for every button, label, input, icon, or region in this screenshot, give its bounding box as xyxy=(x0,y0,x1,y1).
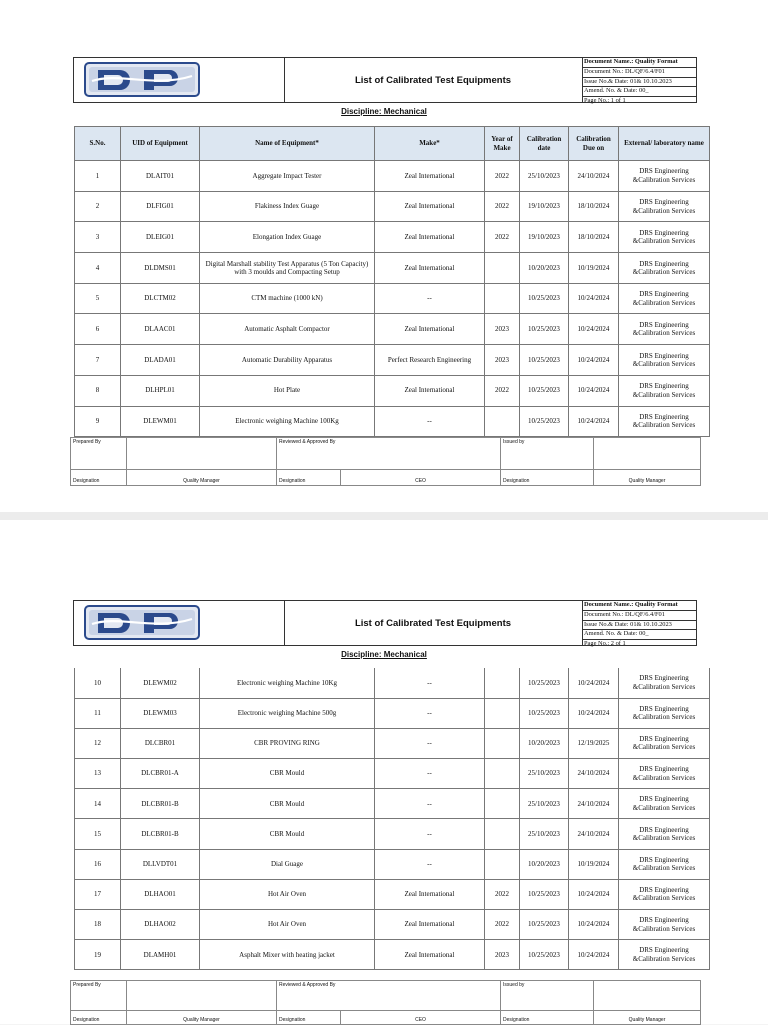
make-cell: Zeal International xyxy=(375,191,485,222)
uid-cell: DLAMH01 xyxy=(121,940,200,970)
make-cell: -- xyxy=(375,728,485,758)
table-row xyxy=(75,759,710,789)
year-cell xyxy=(485,406,520,437)
calibration-date-cell: 25/10/2023 xyxy=(520,161,569,192)
prepared-by-label: Prepared By xyxy=(71,981,127,1011)
discipline-label: Discipline: Mechanical xyxy=(341,107,427,116)
document-header xyxy=(73,57,697,103)
column-header: Name of Equipment* xyxy=(200,127,375,161)
make-cell: -- xyxy=(375,759,485,789)
designation-value: Quality Manager xyxy=(594,1011,701,1025)
column-header: Calibration date xyxy=(520,127,569,161)
serial-number-cell: 9 xyxy=(75,406,121,437)
designation-value: CEO xyxy=(341,1011,501,1025)
logo-cell xyxy=(74,601,285,645)
calibration-date-cell: 25/10/2023 xyxy=(520,759,569,789)
make-cell: -- xyxy=(375,789,485,819)
table-row xyxy=(75,879,710,909)
equipment-name-cell: Dial Guage xyxy=(200,849,375,879)
document-info xyxy=(582,58,696,105)
equipment-name-cell: Hot Air Oven xyxy=(200,910,375,940)
year-cell xyxy=(485,668,520,698)
uid-cell: DLLVDT01 xyxy=(121,849,200,879)
table-row xyxy=(75,940,710,970)
table-row xyxy=(75,910,710,940)
year-cell: 2022 xyxy=(485,222,520,253)
lab-name-cell: DRS Engineering &Calibration Services xyxy=(619,759,710,789)
year-cell xyxy=(485,849,520,879)
uid-cell: DLCTM02 xyxy=(121,283,200,314)
logo-cell xyxy=(74,58,285,102)
make-cell: -- xyxy=(375,819,485,849)
equipment-name-cell: CBR Mould xyxy=(200,819,375,849)
company-logo xyxy=(84,62,200,97)
designation-row xyxy=(71,1011,701,1025)
lab-name-cell: DRS Engineering &Calibration Services xyxy=(619,879,710,909)
due-date-cell: 10/19/2024 xyxy=(569,849,619,879)
serial-number-cell: 13 xyxy=(75,759,121,789)
table-row xyxy=(75,191,710,222)
designation-label: Designation xyxy=(501,1011,594,1025)
uid-cell: DLDMS01 xyxy=(121,253,200,284)
due-date-cell: 18/10/2024 xyxy=(569,222,619,253)
due-date-cell: 10/24/2024 xyxy=(569,406,619,437)
calibration-date-cell: 10/25/2023 xyxy=(520,375,569,406)
calibration-date-cell: 10/25/2023 xyxy=(520,668,569,698)
table-row xyxy=(75,728,710,758)
document-name: Document Name.: Quality Format xyxy=(582,601,696,611)
uid-cell: DLEWM02 xyxy=(121,668,200,698)
table-row xyxy=(75,161,710,192)
uid-cell: DLHAO02 xyxy=(121,910,200,940)
serial-number-cell: 19 xyxy=(75,940,121,970)
year-cell xyxy=(485,698,520,728)
due-date-cell: 10/24/2024 xyxy=(569,314,619,345)
make-cell: Zeal International xyxy=(375,910,485,940)
prepared-by-signature xyxy=(127,438,277,470)
serial-number-cell: 3 xyxy=(75,222,121,253)
prepared-by-signature xyxy=(127,981,277,1011)
issued-by-signature xyxy=(594,981,701,1011)
year-cell: 2023 xyxy=(485,940,520,970)
reviewed-by-label: Reviewed & Approved By xyxy=(277,438,501,470)
calibration-date-cell: 10/25/2023 xyxy=(520,879,569,909)
uid-cell: DLAIT01 xyxy=(121,161,200,192)
lab-name-cell: DRS Engineering &Calibration Services xyxy=(619,728,710,758)
serial-number-cell: 5 xyxy=(75,283,121,314)
due-date-cell: 10/24/2024 xyxy=(569,283,619,314)
uid-cell: DLEWM01 xyxy=(121,406,200,437)
year-cell xyxy=(485,759,520,789)
equipment-name-cell: Digital Marshall stability Test Apparatus (5 Ton Capacity) with 3 moulds and Compacting Setup xyxy=(200,253,375,284)
equipment-name-cell: Hot Plate xyxy=(200,375,375,406)
calibration-date-cell: 10/25/2023 xyxy=(520,283,569,314)
lab-name-cell: DRS Engineering &Calibration Services xyxy=(619,406,710,437)
table-row xyxy=(75,406,710,437)
calibration-date-cell: 10/20/2023 xyxy=(520,253,569,284)
make-cell: -- xyxy=(375,849,485,879)
make-cell: -- xyxy=(375,406,485,437)
due-date-cell: 10/24/2024 xyxy=(569,940,619,970)
due-date-cell: 10/24/2024 xyxy=(569,375,619,406)
page-number: Page No.: 2 of 1 xyxy=(584,640,626,648)
uid-cell: DLHPL01 xyxy=(121,375,200,406)
make-cell: Zeal International xyxy=(375,375,485,406)
make-cell: Zeal International xyxy=(375,253,485,284)
document-name: Document Name.: Quality Format xyxy=(582,58,696,68)
document-header xyxy=(73,600,697,646)
year-cell xyxy=(485,283,520,314)
uid-cell: DLCBR01-B xyxy=(121,789,200,819)
lab-name-cell: DRS Engineering &Calibration Services xyxy=(619,161,710,192)
lab-name-cell: DRS Engineering &Calibration Services xyxy=(619,253,710,284)
page-1 xyxy=(0,0,768,512)
designation-value: CEO xyxy=(341,470,501,486)
calibration-date-cell: 10/25/2023 xyxy=(520,314,569,345)
due-date-cell: 10/24/2024 xyxy=(569,345,619,376)
lab-name-cell: DRS Engineering &Calibration Services xyxy=(619,940,710,970)
calibration-date-cell: 10/25/2023 xyxy=(520,940,569,970)
table-row xyxy=(75,789,710,819)
amend-number: Amend. No. & Date: 00_ xyxy=(582,87,696,97)
lab-name-cell: DRS Engineering &Calibration Services xyxy=(619,314,710,345)
calibration-date-cell: 10/25/2023 xyxy=(520,698,569,728)
issue-number: Issue No.& Date: 01& 10.10.2023 xyxy=(582,621,696,631)
year-cell: 2022 xyxy=(485,910,520,940)
due-date-cell: 24/10/2024 xyxy=(569,789,619,819)
table-row xyxy=(75,819,710,849)
lab-name-cell: DRS Engineering &Calibration Services xyxy=(619,283,710,314)
serial-number-cell: 2 xyxy=(75,191,121,222)
serial-number-cell: 7 xyxy=(75,345,121,376)
table-row xyxy=(75,222,710,253)
table-row xyxy=(75,668,710,698)
table-row xyxy=(75,314,710,345)
column-header: UID of Equipment xyxy=(121,127,200,161)
make-cell: Zeal International xyxy=(375,879,485,909)
designation-row xyxy=(71,470,701,486)
amend-number: Amend. No. & Date: 00_ xyxy=(582,630,696,640)
lab-name-cell: DRS Engineering &Calibration Services xyxy=(619,819,710,849)
issued-by-label: Issued by xyxy=(501,438,594,470)
make-cell: -- xyxy=(375,283,485,314)
designation-label: Designation xyxy=(71,1011,127,1025)
document-number: Document No.: DL/QF/6.4/F01 xyxy=(582,68,696,78)
lab-name-cell: DRS Engineering &Calibration Services xyxy=(619,191,710,222)
calibration-date-cell: 25/10/2023 xyxy=(520,819,569,849)
uid-cell: DLAAC01 xyxy=(121,314,200,345)
signature-block xyxy=(70,980,701,1025)
uid-cell: DLCBR01-A xyxy=(121,759,200,789)
lab-name-cell: DRS Engineering &Calibration Services xyxy=(619,849,710,879)
column-header: S.No. xyxy=(75,127,121,161)
year-cell: 2022 xyxy=(485,375,520,406)
equipment-name-cell: Flakiness Index Guage xyxy=(200,191,375,222)
serial-number-cell: 8 xyxy=(75,375,121,406)
year-cell: 2022 xyxy=(485,879,520,909)
serial-number-cell: 1 xyxy=(75,161,121,192)
signature-block xyxy=(70,437,701,486)
serial-number-cell: 16 xyxy=(75,849,121,879)
table-header-row xyxy=(75,127,710,161)
due-date-cell: 10/19/2024 xyxy=(569,253,619,284)
designation-value: Quality Manager xyxy=(594,470,701,486)
year-cell xyxy=(485,789,520,819)
equipment-table xyxy=(74,668,710,970)
calibration-date-cell: 25/10/2023 xyxy=(520,789,569,819)
signature-row xyxy=(71,438,701,470)
serial-number-cell: 12 xyxy=(75,728,121,758)
due-date-cell: 10/24/2024 xyxy=(569,879,619,909)
designation-label: Designation xyxy=(501,470,594,486)
calibration-date-cell: 10/20/2023 xyxy=(520,849,569,879)
due-date-cell: 24/10/2024 xyxy=(569,161,619,192)
uid-cell: DLADA01 xyxy=(121,345,200,376)
make-cell: Zeal International xyxy=(375,161,485,192)
lab-name-cell: DRS Engineering &Calibration Services xyxy=(619,345,710,376)
table-row xyxy=(75,283,710,314)
calibration-date-cell: 19/10/2023 xyxy=(520,222,569,253)
discipline-label: Discipline: Mechanical xyxy=(341,650,427,659)
equipment-name-cell: Electronic weighing Machine 100Kg xyxy=(200,406,375,437)
calibration-date-cell: 10/25/2023 xyxy=(520,910,569,940)
equipment-name-cell: Automatic Asphalt Compactor xyxy=(200,314,375,345)
uid-cell: DLEIG01 xyxy=(121,222,200,253)
document-info xyxy=(582,601,696,648)
equipment-name-cell: CBR PROVING RING xyxy=(200,728,375,758)
equipment-table xyxy=(74,126,710,437)
equipment-name-cell: Aggregate Impact Tester xyxy=(200,161,375,192)
table-row xyxy=(75,849,710,879)
year-cell: 2022 xyxy=(485,191,520,222)
make-cell: Zeal International xyxy=(375,314,485,345)
equipment-name-cell: Electronic weighing Machine 500g xyxy=(200,698,375,728)
due-date-cell: 18/10/2024 xyxy=(569,191,619,222)
column-header: Make* xyxy=(375,127,485,161)
table-row xyxy=(75,345,710,376)
lab-name-cell: DRS Engineering &Calibration Services xyxy=(619,910,710,940)
signature-row xyxy=(71,981,701,1011)
calibration-date-cell: 10/20/2023 xyxy=(520,728,569,758)
year-cell: 2023 xyxy=(485,314,520,345)
designation-value: Quality Manager xyxy=(127,1011,277,1025)
column-header: Year of Make xyxy=(485,127,520,161)
make-cell: Perfect Research Engineering xyxy=(375,345,485,376)
lab-name-cell: DRS Engineering &Calibration Services xyxy=(619,698,710,728)
uid-cell: DLEWM03 xyxy=(121,698,200,728)
calibration-date-cell: 10/25/2023 xyxy=(520,406,569,437)
year-cell xyxy=(485,253,520,284)
make-cell: -- xyxy=(375,698,485,728)
lab-name-cell: DRS Engineering &Calibration Services xyxy=(619,668,710,698)
uid-cell: DLCBR01-B xyxy=(121,819,200,849)
calibration-date-cell: 19/10/2023 xyxy=(520,191,569,222)
equipment-name-cell: CBR Mould xyxy=(200,759,375,789)
equipment-name-cell: Elongation Index Guage xyxy=(200,222,375,253)
document-title: List of Calibrated Test Equipments xyxy=(284,601,583,645)
serial-number-cell: 4 xyxy=(75,253,121,284)
designation-value: Quality Manager xyxy=(127,470,277,486)
issued-by-signature xyxy=(594,438,701,470)
lab-name-cell: DRS Engineering &Calibration Services xyxy=(619,789,710,819)
serial-number-cell: 14 xyxy=(75,789,121,819)
page-2 xyxy=(0,520,768,1024)
designation-label: Designation xyxy=(277,1011,341,1025)
column-header: Calibration Due on xyxy=(569,127,619,161)
table-row xyxy=(75,698,710,728)
make-cell: Zeal International xyxy=(375,222,485,253)
due-date-cell: 10/24/2024 xyxy=(569,668,619,698)
table-row xyxy=(75,253,710,284)
due-date-cell: 10/24/2024 xyxy=(569,910,619,940)
equipment-name-cell: CBR Mould xyxy=(200,789,375,819)
company-logo xyxy=(84,605,200,640)
page-number: Page No.: 1 of 1 xyxy=(584,97,626,105)
make-cell: Zeal International xyxy=(375,940,485,970)
table-row xyxy=(75,375,710,406)
year-cell xyxy=(485,728,520,758)
equipment-name-cell: Automatic Durability Apparatus xyxy=(200,345,375,376)
page-gap xyxy=(0,512,768,520)
due-date-cell: 24/10/2024 xyxy=(569,819,619,849)
uid-cell: DLHAO01 xyxy=(121,879,200,909)
serial-number-cell: 10 xyxy=(75,668,121,698)
due-date-cell: 12/19/2025 xyxy=(569,728,619,758)
equipment-name-cell: Asphalt Mixer with heating jacket xyxy=(200,940,375,970)
lab-name-cell: DRS Engineering &Calibration Services xyxy=(619,222,710,253)
table-body xyxy=(75,161,710,437)
designation-label: Designation xyxy=(277,470,341,486)
uid-cell: DLCBR01 xyxy=(121,728,200,758)
year-cell: 2022 xyxy=(485,161,520,192)
document-title: List of Calibrated Test Equipments xyxy=(284,58,583,102)
uid-cell: DLFIG01 xyxy=(121,191,200,222)
serial-number-cell: 6 xyxy=(75,314,121,345)
prepared-by-label: Prepared By xyxy=(71,438,127,470)
table-body xyxy=(75,668,710,970)
serial-number-cell: 18 xyxy=(75,910,121,940)
lab-name-cell: DRS Engineering &Calibration Services xyxy=(619,375,710,406)
serial-number-cell: 15 xyxy=(75,819,121,849)
equipment-name-cell: Electronic weighing Machine 10Kg xyxy=(200,668,375,698)
year-cell xyxy=(485,819,520,849)
serial-number-cell: 11 xyxy=(75,698,121,728)
column-header: External/ laboratory name xyxy=(619,127,710,161)
make-cell: -- xyxy=(375,668,485,698)
calibration-date-cell: 10/25/2023 xyxy=(520,345,569,376)
year-cell: 2023 xyxy=(485,345,520,376)
issue-number: Issue No.& Date: 01& 10.10.2023 xyxy=(582,78,696,88)
due-date-cell: 24/10/2024 xyxy=(569,759,619,789)
equipment-name-cell: Hot Air Oven xyxy=(200,879,375,909)
due-date-cell: 10/24/2024 xyxy=(569,698,619,728)
equipment-name-cell: CTM machine (1000 kN) xyxy=(200,283,375,314)
document-number: Document No.: DL/QF/6.4/F01 xyxy=(582,611,696,621)
designation-label: Designation xyxy=(71,470,127,486)
serial-number-cell: 17 xyxy=(75,879,121,909)
reviewed-by-label: Reviewed & Approved By xyxy=(277,981,501,1011)
issued-by-label: Issued by xyxy=(501,981,594,1011)
